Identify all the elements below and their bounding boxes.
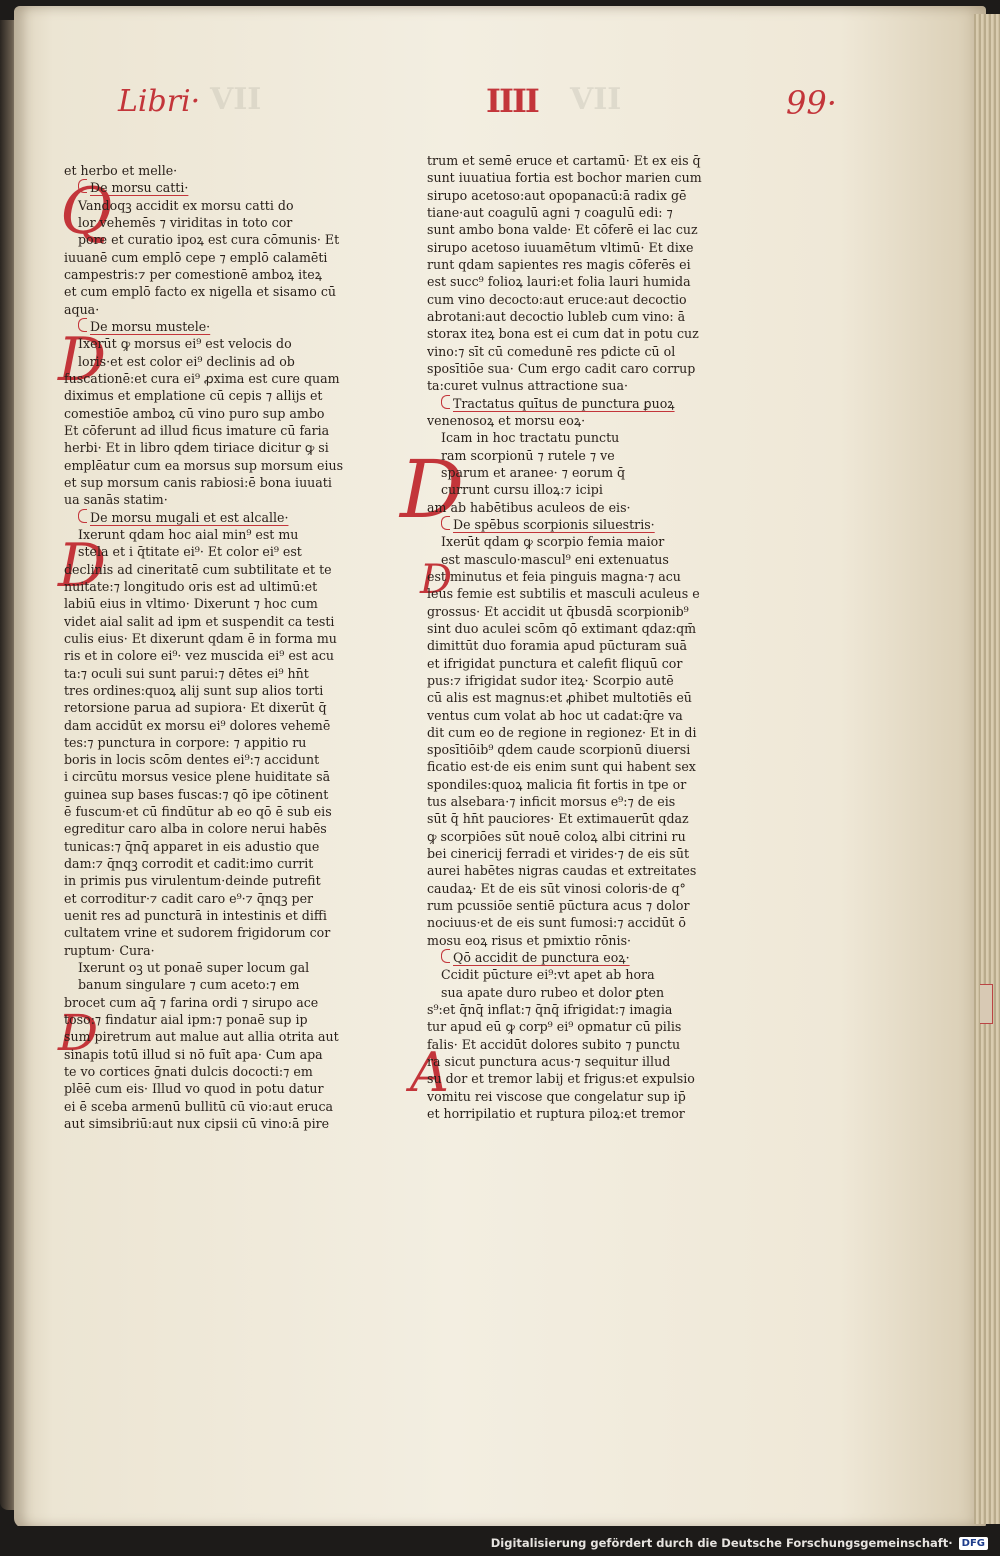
text-line: et corroditur·⁊ cadit caro e⁹·⁊ q̄nqꝫ per (64, 890, 314, 906)
text-line: declinis ad cineritatē cum subtilitate et te (64, 561, 332, 577)
text-line: mosu eoꝝ risus et pmixtio rōnis· (427, 932, 632, 948)
text-line: et ifrigidat punctura et calefit fliquū cor (427, 655, 683, 671)
text-line: uenit res ad puncturā in intestinis et diffi (64, 908, 327, 924)
text-line: egreditur caro alba in colore nerui habēs (64, 821, 327, 837)
text-line: ficatio est·de eis enim sunt qui habent sex (427, 759, 696, 775)
text-line: ē fuscum·et cū findūtur ab eo qō ē sub eis (64, 804, 332, 820)
text-line: dit cum eo de regione in regionez· Et in di (427, 724, 697, 740)
show-through-mark: VII (210, 82, 262, 117)
text-line: et cum emplō facto ex nigella et sisamo cū (64, 284, 337, 300)
text-line: iuuanē cum emplō cepe ⁊ emplō calamēti (64, 249, 328, 265)
rubric-heading: Tractatus quītus de punctura ꝑuoꝝ (427, 395, 739, 412)
text-line: stela et i q̄titate ei⁹· Et color ei⁹ est (78, 544, 302, 560)
text-line: culis eius· Et dixerunt qdam ē in forma mu (64, 630, 337, 646)
text-line: tiane·aut coagulū agni ⁊ coagulū edi: ⁊ (427, 204, 673, 220)
text-line: tus alsebara·⁊ inficit morsus e⁹:⁊ de eis (427, 794, 676, 810)
text-line: sūt q̄ hn̄t pauciores· Et extimauerūt qdaz (427, 811, 689, 827)
text-line: ventus cum volat ab hoc ut cadat:q̄re va (427, 707, 683, 723)
text-line: sum piretrum aut malue aut allia otrita aut (64, 1029, 339, 1045)
text-line: sint duo aculei scōm qō extimant qdaz:qm̄ (427, 620, 697, 636)
text-line: sposītiōe sua· Cum ergo cadit caro corrup (427, 360, 696, 376)
initial-d-large: D (400, 443, 465, 536)
text-line: falis· Et accidūt dolores subito ⁊ punctu (427, 1036, 681, 1052)
text-line: pore et curatio ipoꝝ est cura cōmunis· Et (78, 232, 340, 248)
text-line: leus femie est subtilis et masculi aculeus e (427, 586, 700, 602)
text-line: ra sicut punctura acus·⁊ sequitur illud (427, 1054, 671, 1070)
text-line: tes:⁊ punctura in corpore: ⁊ appitio ru (64, 734, 307, 750)
text-line: sirupo acetoso:aut opopanacū:ā radix gē (427, 187, 687, 203)
text-line: videt aial salit ad ipm et suspendit ca testi (64, 613, 335, 629)
text-line: caudaꝝ· Et de eis sūt vinosi coloris·de q° (427, 880, 686, 896)
text-line: Ixerūt ꝙ morsus ei⁹ est velocis do (78, 336, 292, 352)
text-line: su dor et tremor labij et frigus:et expulsio (427, 1071, 695, 1087)
text-line: dam:⁊ q̄nqꝫ corrodit et cadit:imo currit (64, 856, 314, 872)
running-head-left: Libri· (118, 84, 201, 119)
text-line: tunicas:⁊ q̄nq̄ apparet in eis adustio que (64, 838, 320, 854)
text-line: est succ⁹ folioꝝ lauri:et folia lauri humida (427, 274, 691, 290)
dfg-logo: DFG (959, 1537, 988, 1550)
text-line: herbi· Et in libro qdem tiriace dicitur ꝙ si (64, 440, 329, 456)
text-line: et horripilatio et ruptura piloꝝ:et tremor (427, 1106, 685, 1122)
text-line: tres ordines:quoꝝ alij sunt sup alios torti (64, 682, 324, 698)
text-line: vomitu rei viscose que congelatur sup ip̄ (427, 1088, 686, 1104)
text-line: guinea sup bases fuscas:⁊ qō ipe cōtinent (64, 786, 329, 802)
text-line: comestiōe amboꝝ cū vino puro sup ambo (64, 405, 325, 421)
text-line: emplēatur cum ea morsus sup morsum eius (64, 457, 344, 473)
text-line: lor vehemēs ⁊ viriditas in toto cor (78, 214, 293, 230)
text-line: dimittūt duo foramia apud pūcturam suā (427, 638, 688, 654)
rubric-heading: Qō accidit de punctura eoꝝ· (427, 949, 739, 966)
text-line: ei ē sceba armenū bullitū cū vio:aut eruca (64, 1098, 334, 1114)
text-line: spondiles:quoꝝ malicia fit fortis in tpe or (427, 776, 687, 792)
running-head-center: IIII (486, 82, 538, 120)
text-line: retorsione parua ad supiora· Et dixerūt q̄ (64, 700, 327, 716)
page-tab-marker (980, 984, 993, 1024)
text-line: Vandoqꝫ accidit ex morsu catti do (78, 197, 294, 213)
text-line: sposītiōib⁹ qdem caude scorpionū diuersi (427, 742, 691, 758)
text-line: sirupo acetoso iuuamētum vltimū· Et dixe (427, 239, 694, 255)
text-column-right (427, 152, 739, 1122)
text-line: Ixerunt oꝫ ut ponaē super locum gal (78, 960, 310, 976)
initial-d: D (58, 1004, 99, 1062)
rubric-heading: De spēbus scorpionis siluestris· (427, 516, 739, 533)
text-line: boris in locis scōm dentes ei⁹:⁊ accidunt (64, 752, 320, 768)
text-line: rum pcussiōe sentiē pūctura acus ⁊ dolor (427, 898, 690, 914)
text-line: ta:curet vulnus attractione sua· (427, 378, 628, 394)
text-line: nuitate:⁊ longitudo oris est ad ultimū:et (64, 578, 318, 594)
text-line: ram scorpionū ⁊ rutele ⁊ ve (441, 447, 615, 463)
text-line: banum singulare ⁊ cum aceto:⁊ em (78, 977, 300, 993)
text-line: brocet cum aq̄ ⁊ farina ordi ⁊ sirupo ace (64, 994, 319, 1010)
text-line: sinapis totū illud si nō fuīt apa· Cum apa (64, 1046, 323, 1062)
text-line: runt qdam sapientes res magis cōferēs ei (427, 256, 691, 272)
text-line: ruptum· Cura· (64, 942, 155, 958)
text-line: grossus· Et accidit ut q̄busdā scorpionib⁹ (427, 603, 689, 619)
rubric-heading: De morsu mugali et est alcalle· (64, 509, 376, 526)
text-line: bei cinericij ferradi et virides·⁊ de eis sūt (427, 846, 690, 862)
text-line: sparum et aranee· ⁊ eorum q̄ (441, 464, 626, 480)
text-line: vino:⁊ sīt cū comedunē res pdicte cū ol (427, 343, 676, 359)
rubric-heading: De morsu mustele· (64, 318, 376, 335)
text-line: loris·et est color ei⁹ declinis ad ob (78, 353, 295, 369)
text-line: aurei habētes nigras caudas et extreitates (427, 863, 697, 879)
text-line: s⁹:et q̄nq̄ inflat:⁊ q̄nq̄ ifrigidat:⁊ imagia (427, 1002, 673, 1018)
text-line: aqua· (64, 301, 100, 317)
text-line: ris et in colore ei⁹· vez muscida ei⁹ est acu (64, 648, 334, 664)
page-stack-edge (974, 14, 1000, 1524)
text-line: fuscationē:et cura ei⁹ ꝓxima est cure quam (64, 370, 340, 386)
text-line: Ccidit pūcture ei⁹:vt apet ab hora (441, 967, 655, 983)
initial-d: D (420, 557, 453, 603)
initial-d: D (58, 531, 107, 601)
text-line: Et cōferunt ad illud ficus imature cū faria (64, 422, 330, 438)
text-line: sua apate duro rubeo et dolor ꝑten (441, 984, 665, 1000)
text-line: Icam in hoc tractatu punctu (441, 430, 620, 446)
text-line: plēē cum eis· Illud vo quod in potu datur (64, 1081, 324, 1097)
text-line: et herbo et melle· (64, 163, 178, 178)
text-line: venenosoꝝ et morsu eoꝝ· (427, 412, 586, 428)
initial-q: Q (60, 175, 113, 249)
text-line: dam accidūt ex morsu ei⁹ dolores vehemē (64, 717, 331, 733)
text-line: tur apud eū ꝙ corp⁹ ei⁹ opmatur cū pilis (427, 1019, 682, 1035)
text-line: et sup morsum canis rabiosi:ē bona iuuati (64, 474, 332, 490)
text-line: cultatem vrine et sudorem frigidorum cor (64, 925, 331, 941)
text-line: est masculo·mascul⁹ eni extenuatus (441, 551, 669, 567)
text-line: aut simsibriū:aut nux cipsii cū vino:ā pire (64, 1116, 330, 1132)
text-line: am ab habētibus aculeos de eis· (427, 499, 631, 515)
text-line: nociuus·et de eis sunt fumosi:⁊ accidūt ō (427, 915, 686, 931)
text-line: trum et semē eruce et cartamū· Et ex eis q̄ (427, 153, 701, 168)
initial-a: A (410, 1041, 449, 1104)
text-line: abrotani:aut decoctio lubleb cum vino: ā (427, 308, 686, 324)
text-line: storax iteꝝ bona est ei cum dat in potu cuz (427, 326, 699, 342)
text-line: ta:⁊ oculi sui sunt parui:⁊ dētes ei⁹ hn̄t (64, 665, 309, 681)
text-line: sunt ambo bona valde· Et cōferē ei lac cuz (427, 222, 698, 238)
funding-footer (491, 1536, 988, 1550)
text-line: toso:⁊ findatur aial ipm:⁊ ponaē sup ip (64, 1012, 308, 1028)
text-line: ꝙ scorpiōes sūt nouē coloꝝ albi citrini ru (427, 828, 686, 844)
initial-d: D (58, 325, 107, 395)
text-line: in primis pus virulentum·deinde putrefit (64, 873, 321, 889)
text-line: cum vino decocto:aut eruce:aut decoctio (427, 291, 687, 307)
text-line: campestris:⁊ per comestionē amboꝝ iteꝝ (64, 266, 322, 282)
rubric-heading: De morsu catti· (64, 179, 376, 196)
text-line: sunt iuuatiua fortia est bochor marien cum (427, 170, 702, 186)
text-line: labiū eius in vltimo· Dixerunt ⁊ hoc cum (64, 596, 318, 612)
text-line: te vo cortices ḡnati dulcis dococti:⁊ em (64, 1064, 313, 1080)
funding-text: Digitalisierung gefördert durch die Deutsche Forschungsgemeinschaft· (490, 1536, 953, 1550)
text-line: Ixerunt qdam hoc aial min⁹ est mu (78, 526, 299, 542)
show-through-mark: VII (570, 82, 622, 117)
text-line: cū alis est magnus:et ꝓhibet multotiēs eū (427, 690, 692, 706)
text-line: diximus et emplatione cū cepis ⁊ allijs et (64, 388, 323, 404)
text-line: currunt cursu illoꝝ:⁊ icipi (441, 482, 603, 498)
folio-number: 99· (786, 84, 837, 122)
text-line: ua sanās statim· (64, 492, 168, 508)
text-line: est minutus et feia pinguis magna·⁊ acu (427, 568, 681, 584)
text-column-left (64, 162, 376, 1132)
text-line: pus:⁊ ifrigidat sudor iteꝝ· Scorpio autē (427, 672, 674, 688)
text-line: i circūtu morsus vesice plene huiditate sā (64, 769, 331, 785)
text-line: Ixerūt qdam ꝙ scorpio femia maior (441, 534, 665, 550)
